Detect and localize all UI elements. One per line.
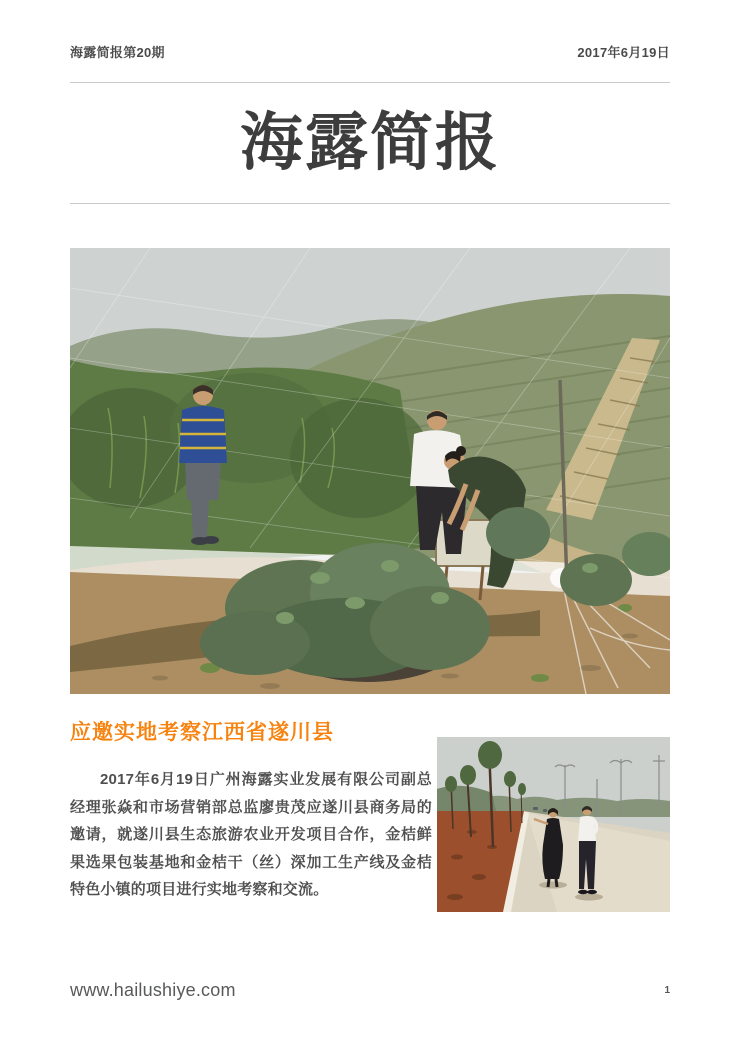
article-body	[70, 766, 432, 904]
header-issue-label: 海露简报第20期	[70, 45, 165, 60]
main-photo-illustration	[70, 248, 670, 694]
secondary-photo-illustration	[437, 737, 670, 912]
page-footer	[70, 976, 670, 1004]
figure-man-white-shirt-small	[578, 806, 597, 894]
header-date-label: 2017年6月19日	[577, 45, 670, 60]
footer-website: www.hailushiye.com	[70, 979, 236, 1000]
secondary-photo	[437, 737, 670, 912]
main-photo	[70, 248, 670, 694]
footer-page-number: 1	[664, 984, 670, 996]
masthead-bottom-rule	[70, 203, 670, 204]
masthead-top-rule	[70, 82, 670, 83]
article-heading: 应邀实地考察江西省遂川县	[70, 721, 334, 744]
page-header	[70, 42, 670, 61]
masthead-title: 海露简报	[240, 108, 500, 178]
article-paragraph: 2017年6月19日广州海露实业发展有限公司副总经理张焱和市场营销部总监廖贵茂应遂川县商务局的邀请，就遂川县生态旅游农业开发项目合作，金桔鲜果选果包装基地和金桔干（丝）深加工生产线及金桔特色小镇的项目进行实地考察和交流。	[70, 771, 432, 898]
